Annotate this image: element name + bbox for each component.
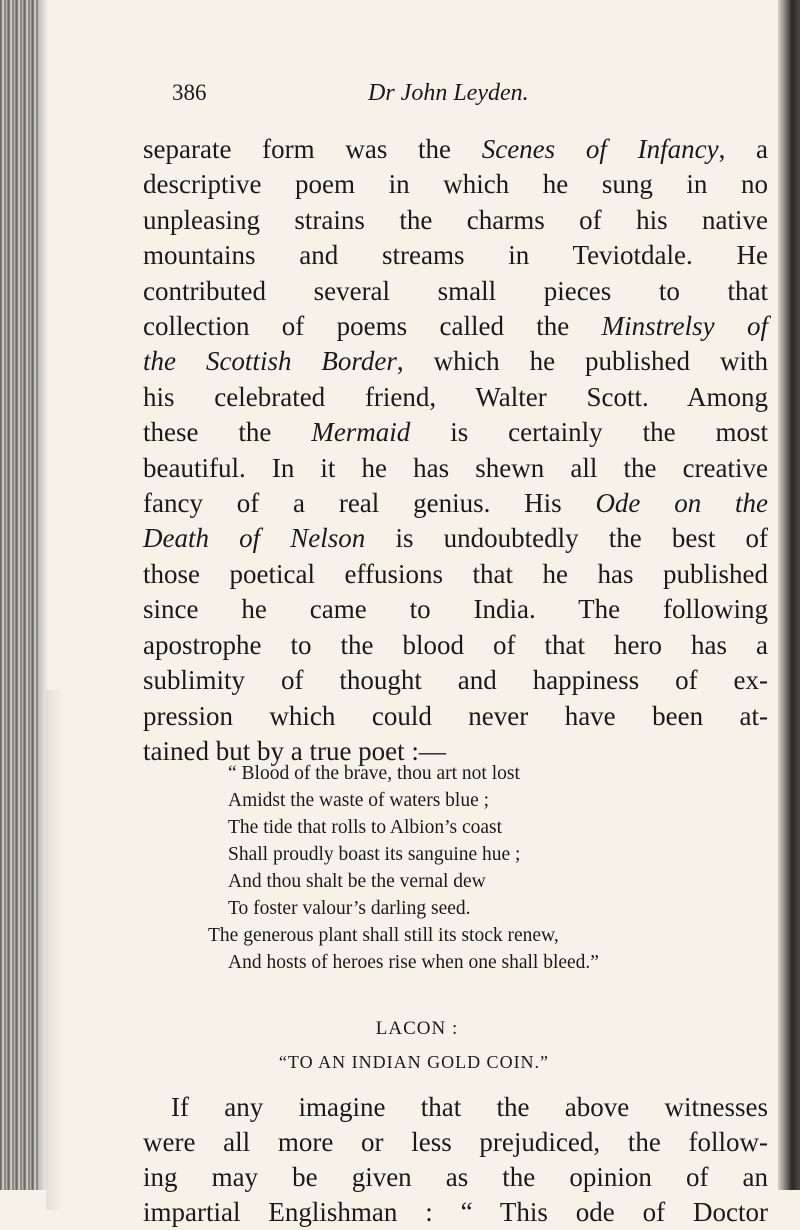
body-line: descriptive poem in which he sung in no bbox=[143, 169, 768, 200]
poem-line: To foster valour’s darling seed. bbox=[228, 898, 471, 919]
body-line: collection of poems called the Minstrelsy of bbox=[143, 311, 768, 342]
body-line: the Scottish Border, which he published with bbox=[143, 346, 768, 377]
lacon-heading bbox=[0, 1018, 800, 1040]
body-line: his celebrated friend, Walter Scott. Among bbox=[143, 381, 768, 412]
lacon-subtitle: “TO AN INDIAN GOLD COIN.” bbox=[278, 1052, 550, 1072]
body-line: separate form was the Scenes of Infancy, a bbox=[143, 134, 769, 164]
poem-line: And thou shalt be the vernal dew bbox=[228, 871, 486, 892]
lacon-title: LACON : bbox=[375, 1018, 459, 1039]
gutter-smear bbox=[46, 690, 64, 1210]
italic-title: the Scottish Border bbox=[143, 346, 397, 377]
lacon-subheading bbox=[0, 1052, 800, 1073]
body-paragraph bbox=[143, 132, 768, 769]
body-line: these the Mermaid is certainly the most bbox=[143, 417, 768, 448]
running-head: Dr John Leyden. bbox=[368, 80, 529, 106]
body-line: mountains and streams in Teviotdale. He bbox=[143, 240, 768, 271]
body-line: Death of Nelson is undoubtedly the best of bbox=[143, 523, 768, 554]
italic-title: Mermaid bbox=[311, 417, 411, 448]
body-line: beautiful. In it he has shewn all the creative bbox=[143, 452, 768, 483]
poem-quotation bbox=[208, 760, 732, 976]
body-line: contributed several small pieces to that bbox=[143, 275, 768, 306]
poem-line: Shall proudly boast its sanguine hue ; bbox=[228, 844, 521, 865]
body-line: fancy of a real genius. His Ode on the bbox=[143, 488, 768, 519]
italic-title: Ode on the bbox=[595, 488, 768, 519]
body-line: tained but by a true poet :— bbox=[143, 735, 446, 766]
page-number: 386 bbox=[172, 80, 207, 105]
poem-line: “ Blood of the brave, thou art not lost bbox=[228, 763, 520, 784]
poem-line: Amidst the waste of waters blue ; bbox=[228, 790, 490, 811]
closing-line: If any imagine that the above witnesses bbox=[171, 1092, 768, 1122]
italic-title: Death of Nelson bbox=[143, 523, 366, 554]
closing-line: ing may be given as the opinion of an bbox=[143, 1162, 768, 1192]
closing-line: were all more or less prejudiced, the follow- bbox=[143, 1127, 768, 1157]
body-line: apostrophe to the blood of that hero has a bbox=[143, 629, 768, 660]
body-line: since he came to India. The following bbox=[143, 594, 768, 625]
poem-line: The tide that rolls to Albion’s coast bbox=[228, 817, 503, 838]
italic-title: Scenes of Infancy bbox=[481, 134, 719, 164]
closing-line: impartial Englishman : “ This ode of Doctor bbox=[143, 1197, 768, 1227]
poem-line: The generous plant shall still its stock renew, bbox=[208, 925, 559, 946]
body-line: pression which could never have been at- bbox=[143, 700, 768, 731]
page-header bbox=[172, 80, 602, 120]
body-line: those poetical effusions that he has published bbox=[143, 558, 768, 589]
poem-line: And hosts of heroes rise when one shall bleed.” bbox=[228, 952, 599, 973]
body-line: sublimity of thought and happiness of ex- bbox=[143, 665, 768, 696]
italic-title: Minstrelsy of bbox=[601, 311, 768, 342]
body-line: unpleasing strains the charms of his native bbox=[143, 204, 768, 235]
page-edge-shadow bbox=[778, 0, 800, 1190]
page-gutter-shadow bbox=[0, 0, 38, 1190]
closing-paragraph bbox=[143, 1090, 768, 1230]
